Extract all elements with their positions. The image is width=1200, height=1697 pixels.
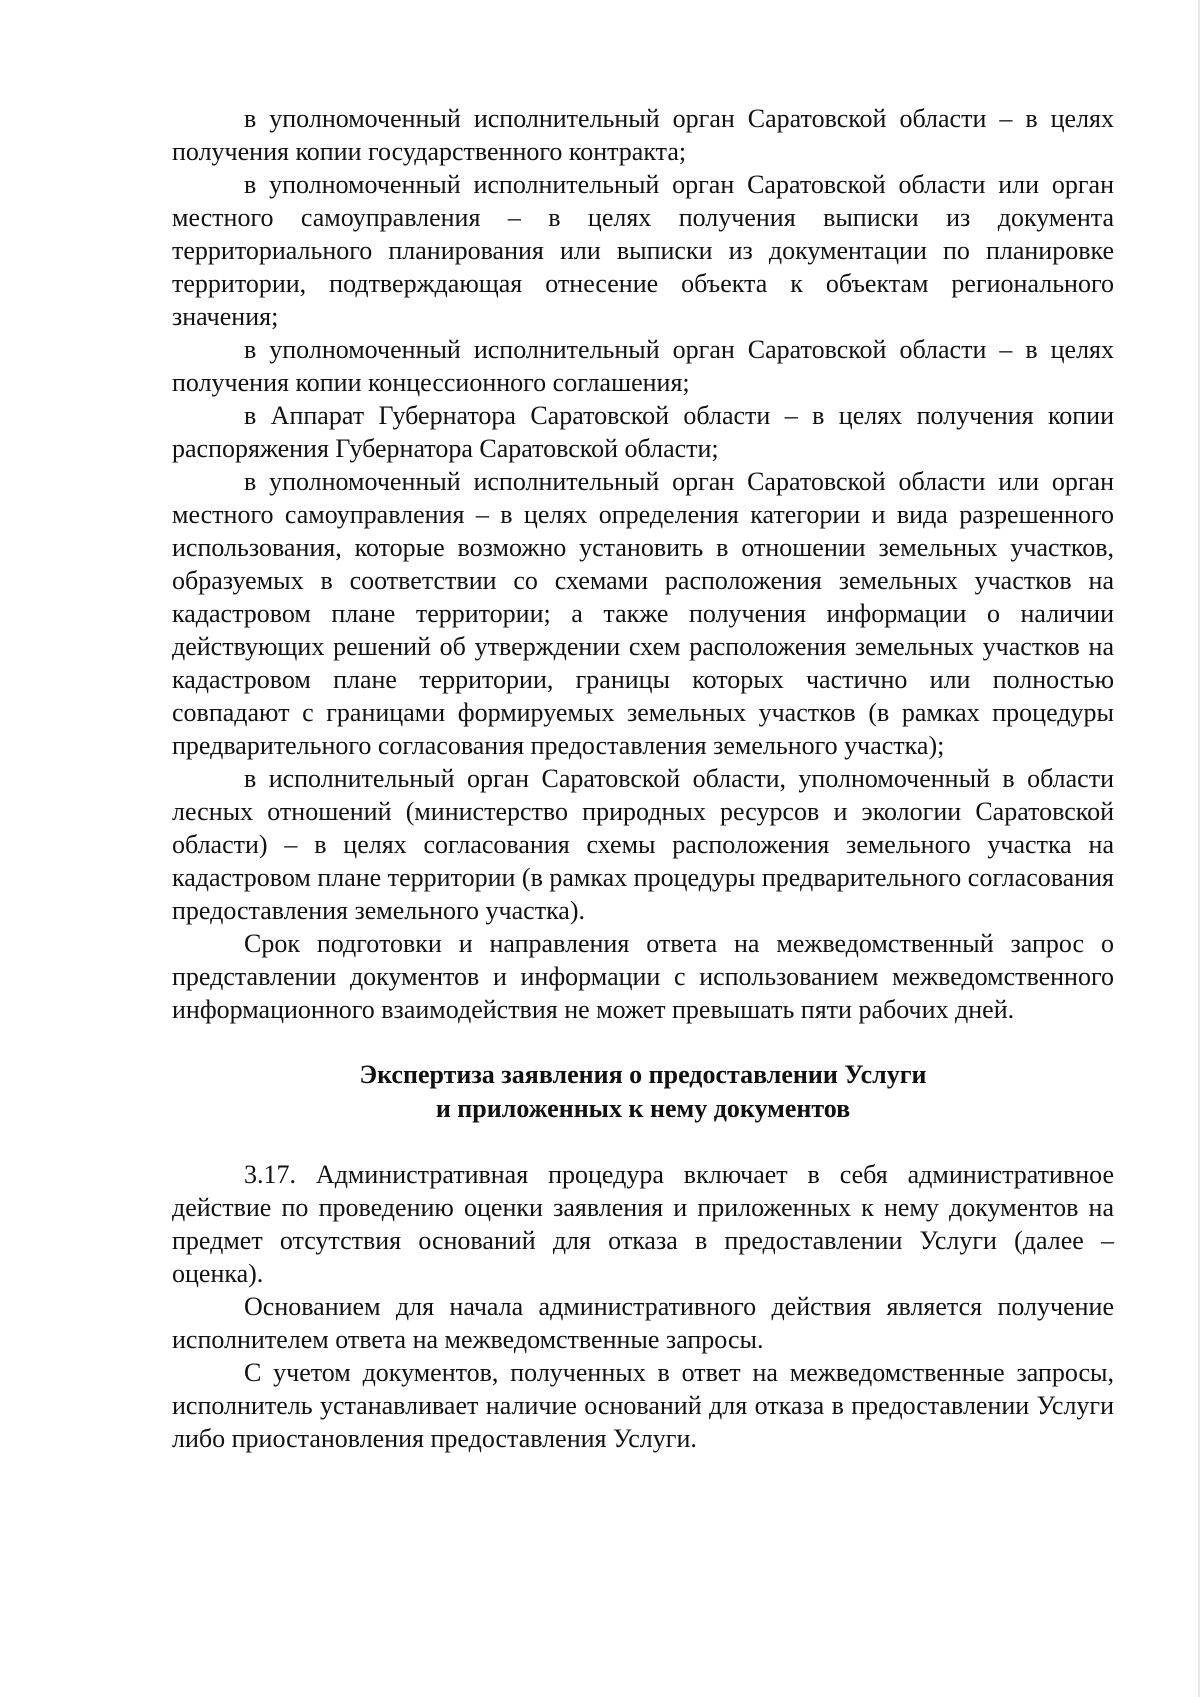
section-heading-line-2: и приложенных к нему документов bbox=[435, 1094, 851, 1123]
paragraph-response-deadline: Срок подготовки и направления ответа на межведомственный запрос о представлении документов и информации с использованием межведомственного информационного взаимодействия не может превышать пяти рабочих дней. bbox=[172, 929, 1114, 1024]
paragraph-forest-relations: в исполнительный орган Саратовской области, уполномоченный в области лесных отношений (министерство природных ресурсов и экологии Саратовской области) – в целях согласования схемы расположения земельного участка на кадастровом плане территории (в рамках процедуры предварительного согласования предоставления земельного участка). bbox=[172, 764, 1114, 925]
spacer bbox=[172, 1026, 1114, 1058]
spacer bbox=[172, 1126, 1114, 1158]
paragraph-territorial-planning: в уполномоченный исполнительный орган Саратовской области или орган местного самоуправления – в целях получения выписки из документа территориального планирования или выписки из документации по планировке территории, подтверждающая отнесение объекта к объектам регионального значения; bbox=[172, 170, 1114, 331]
paragraph-basis: Основанием для начала административного действия является получение исполнителем ответа на межведомственные запросы. bbox=[172, 1292, 1114, 1354]
paragraph-governor-order: в Аппарат Губернатора Саратовской области – в целях получения копии распоряжения Губернатора Саратовской области; bbox=[172, 401, 1114, 463]
paragraph-land-category: в уполномоченный исполнительный орган Саратовской области или орган местного самоуправления – в целях определения категории и вида разрешенного использования, которые возможно установить в отношении земельных участков, образуемых в соответствии со схемами расположения земельных участков на кадастровом плане территории; а также получения информации о наличии действующих решений об утверждении схем расположения земельных участков на кадастровом плане территории, границы которых частично или полностью совпадают с границами формируемых земельных участков (в рамках процедуры предварительного согласования предоставления земельного участка); bbox=[172, 467, 1114, 760]
paragraph-state-contract: в уполномоченный исполнительный орган Саратовской области – в целях получения копии государственного контракта; bbox=[172, 104, 1114, 166]
section-heading-line-1: Экспертиза заявления о предоставлении Услуги bbox=[359, 1060, 927, 1089]
document-body bbox=[172, 102, 1114, 1455]
section-heading bbox=[172, 1058, 1114, 1126]
paragraph-grounds-for-refusal: С учетом документов, полученных в ответ на межведомственные запросы, исполнитель устанавливает наличие оснований для отказа в предоставлении Услуги либо приостановления предоставления Услуги. bbox=[172, 1358, 1114, 1453]
paragraph-concession-agreement: в уполномоченный исполнительный орган Саратовской области – в целях получения копии концессионного соглашения; bbox=[172, 335, 1114, 397]
paragraph-3-17: 3.17. Административная процедура включает в себя административное действие по проведению оценки заявления и приложенных к нему документов на предмет отсутствия оснований для отказа в предоставлении Услуги (далее – оценка). bbox=[172, 1160, 1114, 1288]
